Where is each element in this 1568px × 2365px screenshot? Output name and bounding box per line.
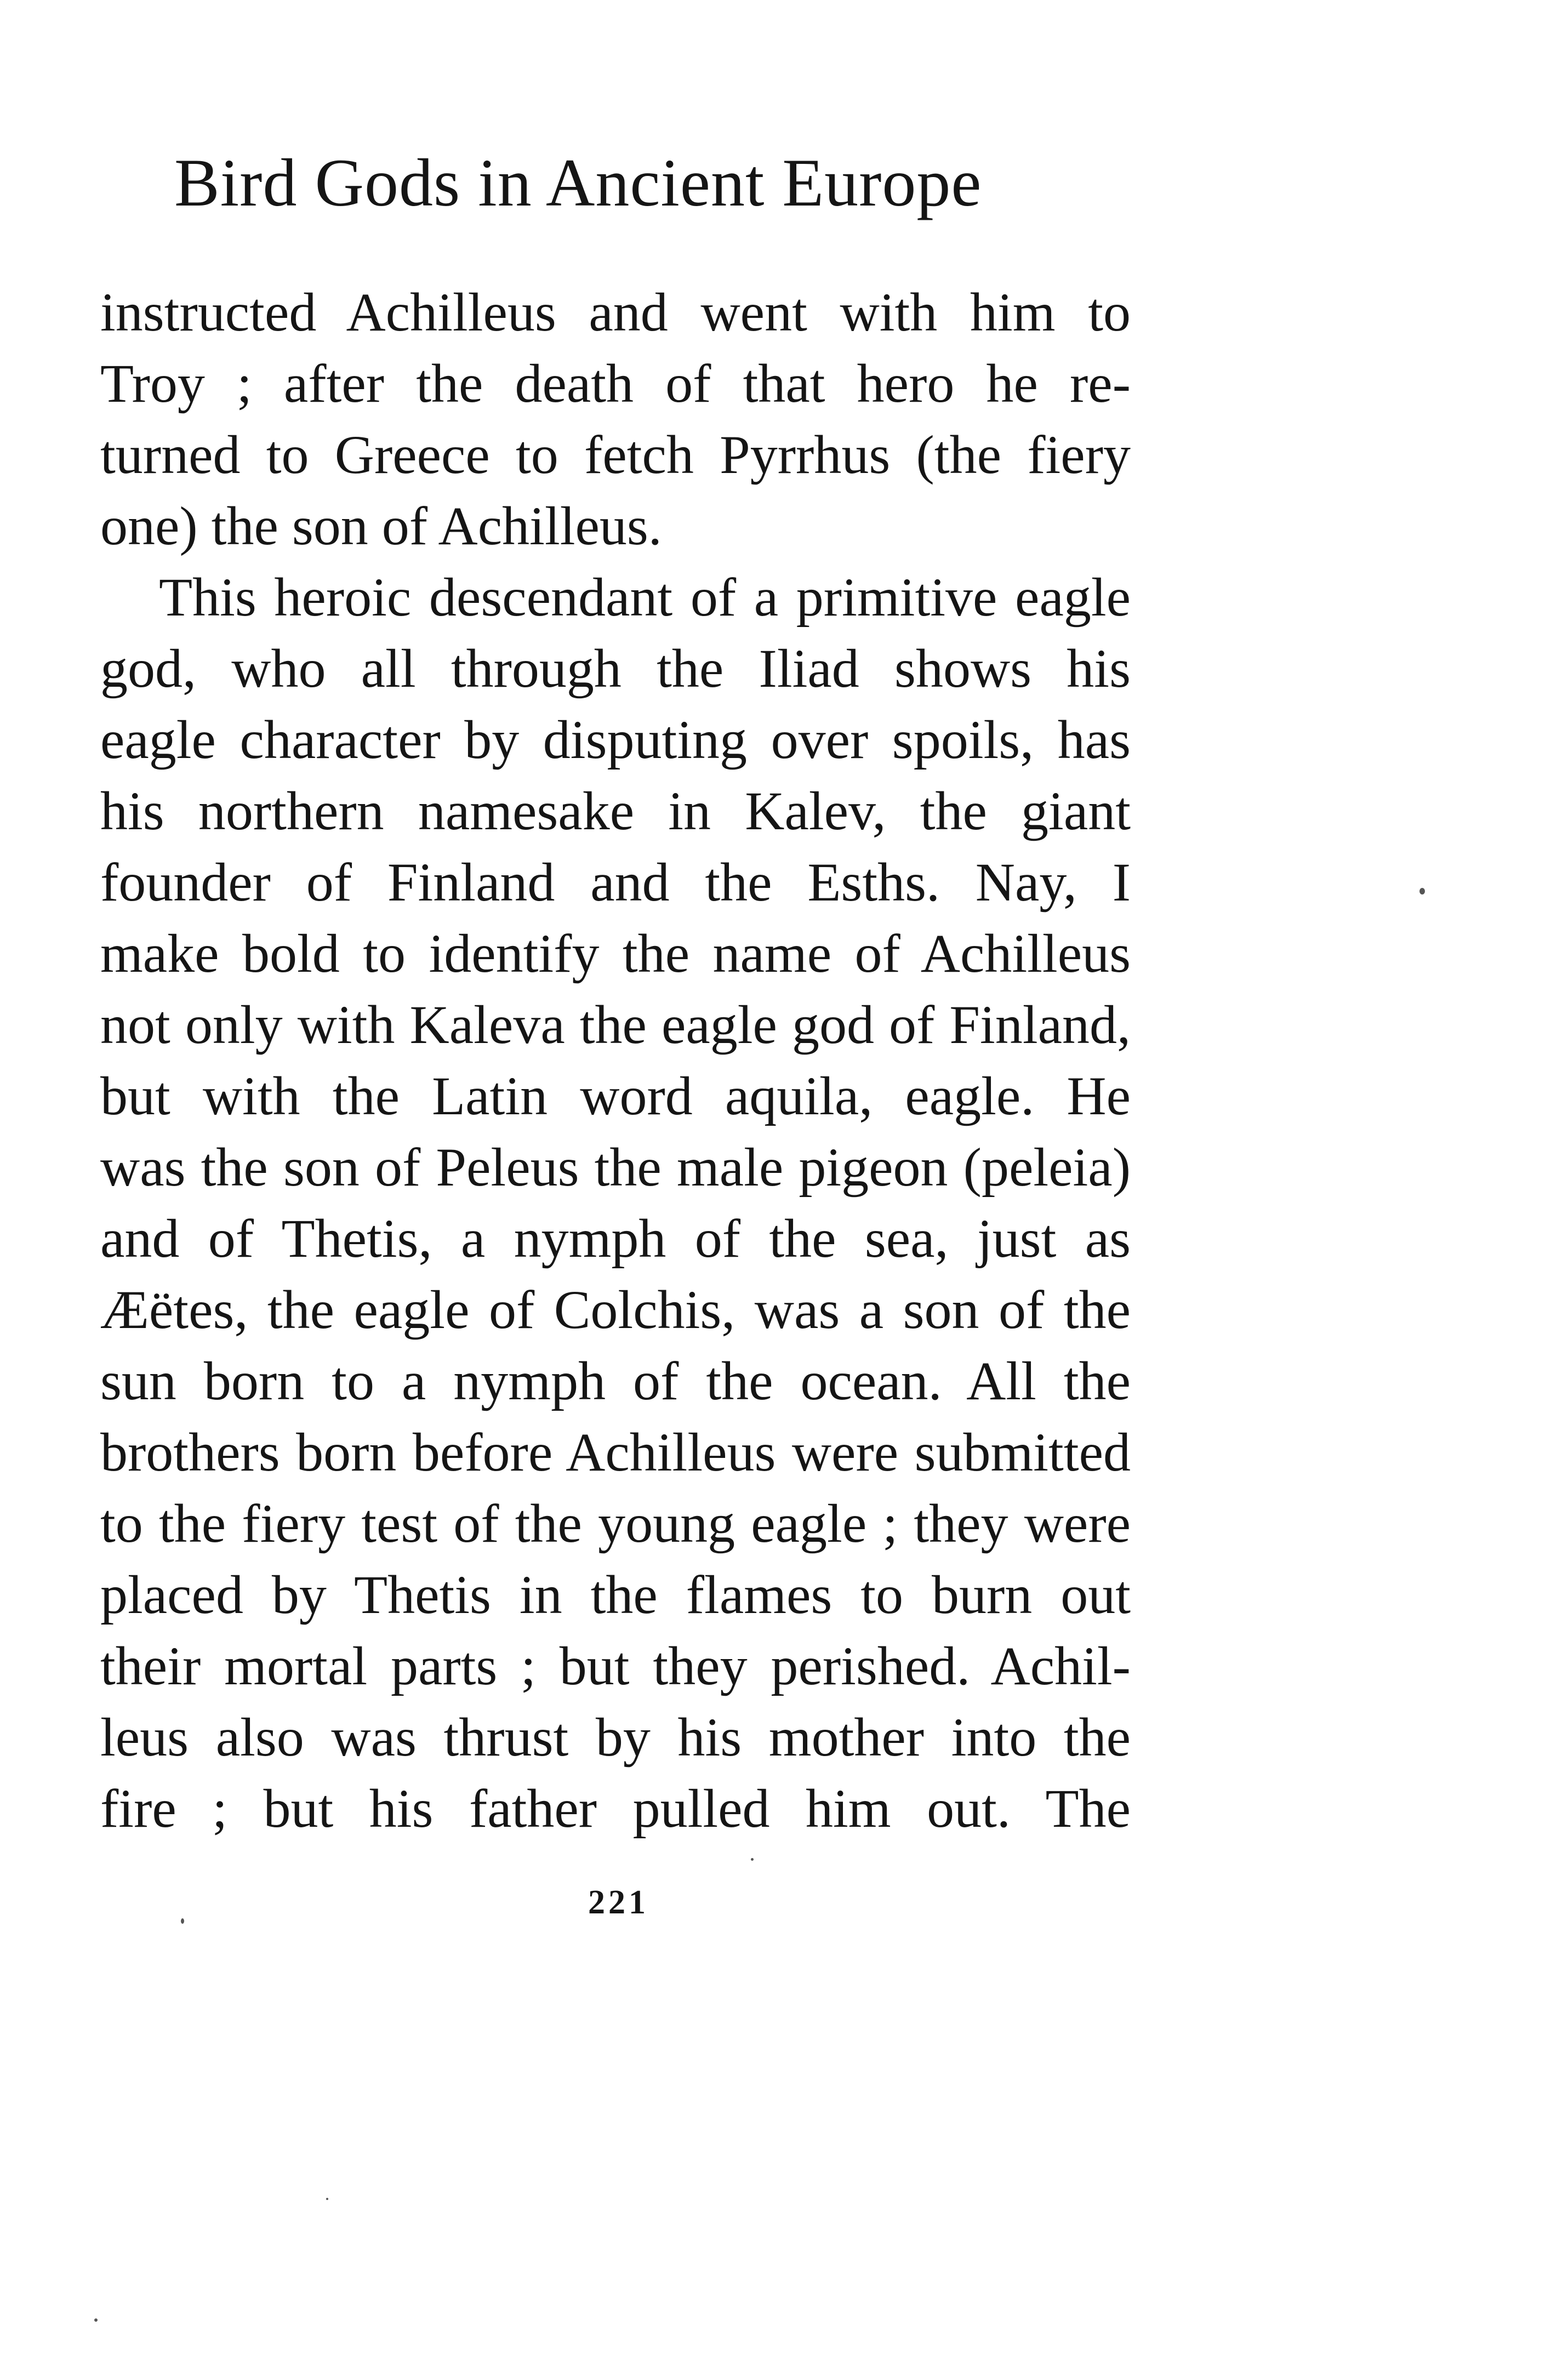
scan-speck <box>94 2318 98 2322</box>
scan-speck <box>751 1858 754 1861</box>
text-line: instructed Achilleus and went with him to <box>100 282 1131 343</box>
text-line: eagle character by disputing over spoils, has <box>100 709 1131 770</box>
text-line: Troy ; after the death of that hero he re- <box>100 353 1131 414</box>
text-line: to the fiery test of the young eagle ; they were <box>100 1493 1131 1554</box>
text-line: but with the Latin word aquila, eagle. He <box>100 1065 1131 1126</box>
text-line: was the son of Peleus the male pigeon (peleia) <box>100 1137 1131 1198</box>
text-line: placed by Thetis in the flames to burn out <box>100 1564 1131 1625</box>
text-line: make bold to identify the name of Achilleus <box>100 923 1131 984</box>
text-line: Æëtes, the eagle of Colchis, was a son of the <box>100 1279 1131 1340</box>
text-line: turned to Greece to fetch Pyrrhus (the fiery <box>100 424 1131 485</box>
text-line: not only with Kaleva the eagle god of Finland, <box>100 994 1131 1055</box>
text-line: his northern namesake in Kalev, the giant <box>100 780 1131 841</box>
text-line: one) the son of Achilleus. <box>100 495 662 556</box>
scan-speck <box>326 2198 328 2200</box>
text-line: god, who all through the Iliad shows his <box>100 638 1131 699</box>
page-number: 221 <box>588 1884 649 1921</box>
text-line: brothers born before Achilleus were submitted <box>100 1422 1131 1483</box>
scan-speck <box>1419 888 1425 894</box>
scan-speck <box>181 1918 184 1924</box>
text-line: their mortal parts ; but they perished. Achil- <box>100 1635 1131 1696</box>
text-line: founder of Finland and the Esths. Nay, I <box>100 852 1131 913</box>
running-header-title: Bird Gods in Ancient Europe <box>174 145 982 220</box>
text-line: leus also was thrust by his mother into the <box>100 1707 1131 1768</box>
text-line: fire ; but his father pulled him out. The <box>100 1778 1131 1839</box>
text-line: sun born to a nymph of the ocean. All the <box>100 1350 1131 1411</box>
text-line: and of Thetis, a nymph of the sea, just as <box>100 1208 1131 1269</box>
paragraph-first-line: This heroic descendant of a primitive eagle <box>159 567 1131 628</box>
